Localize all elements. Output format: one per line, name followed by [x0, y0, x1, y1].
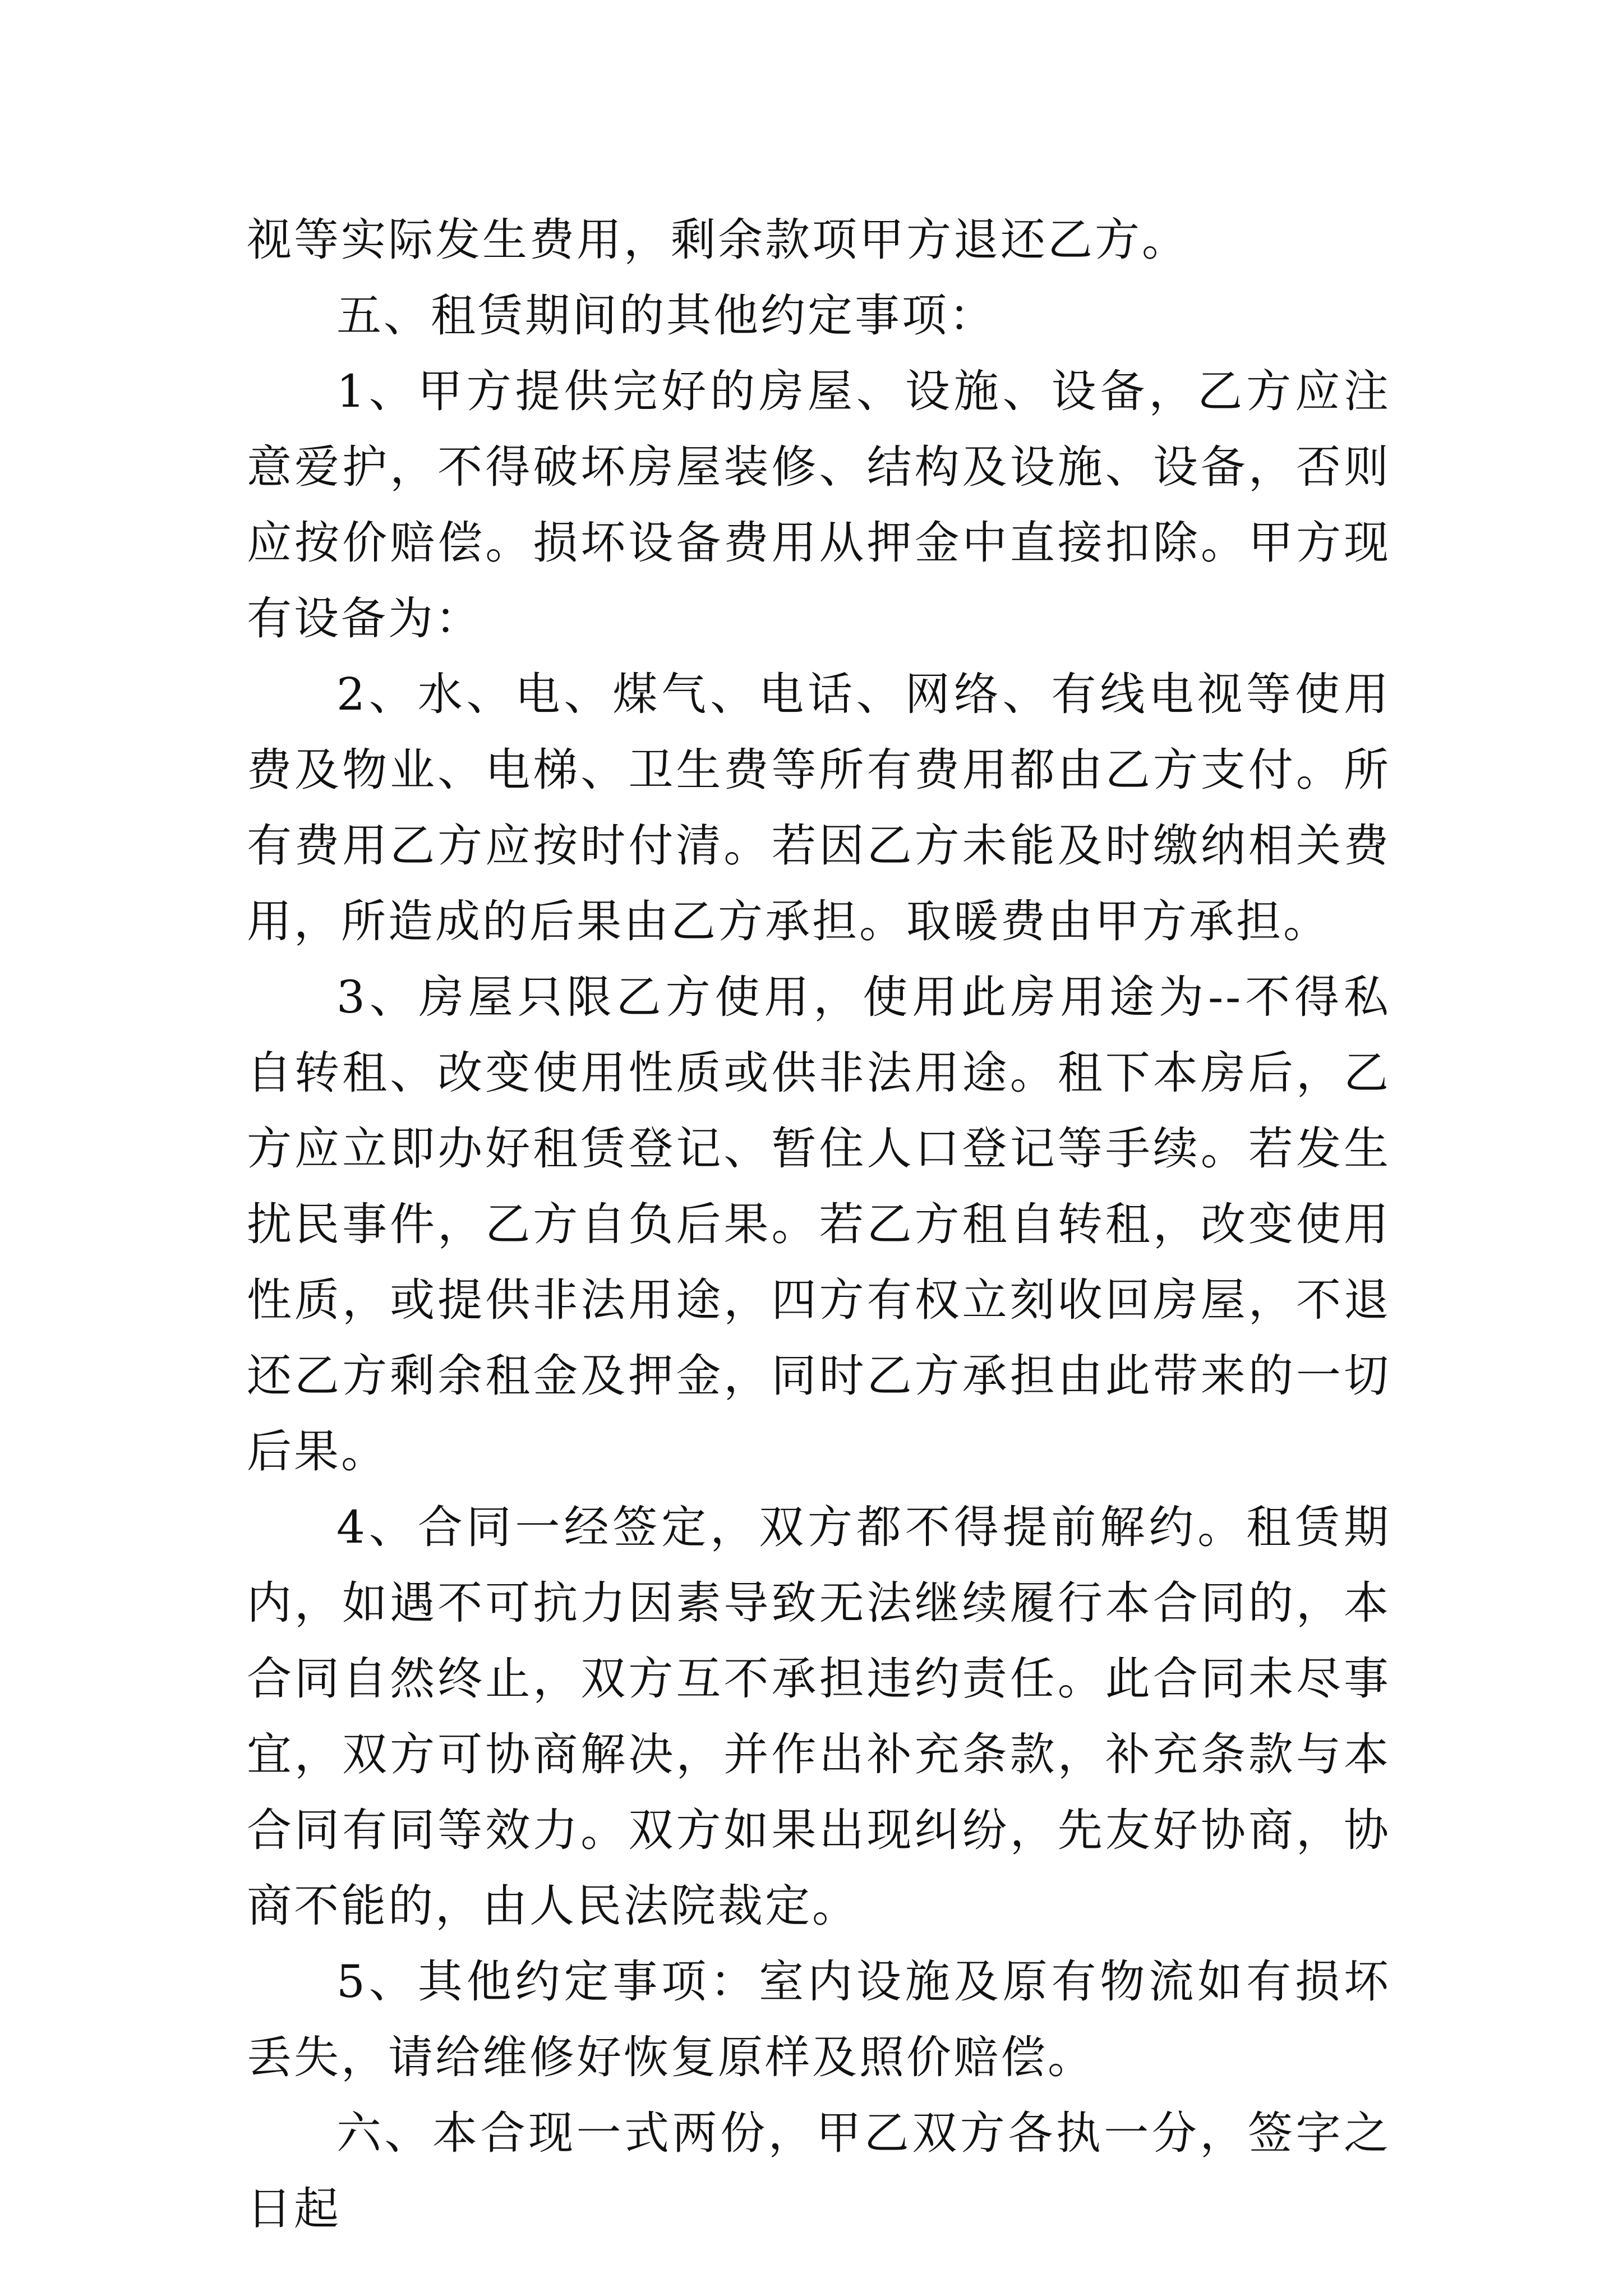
clause-2: 2、水、电、煤气、电话、网络、有线电视等使用费及物业、电梯、卫生费等所有费用都由乙方支付。所有费用乙方应按时付清。若因乙方未能及时缴纳相关费用，所造成的后果由乙方承担。取暖费由甲方承担。 — [247, 668, 1391, 947]
section-heading-5: 五、租赁期间的其他约定事项： — [336, 289, 996, 342]
paragraph-continuation: 视等实际发生费用，剩余款项甲方退还乙方。 — [247, 214, 1189, 266]
clause-1: 1、甲方提供完好的房屋、设施、设备，乙方应注意爱护，不得破坏房屋装修、结构及设施、设备，否则应按价赔偿。损坏设备费用从押金中直接扣除。甲方现有设备为： — [247, 365, 1391, 645]
section-heading-6: 六、本合现一式两份，甲乙双方各执一分，签字之日起 — [247, 2107, 1391, 2235]
document-body — [247, 202, 1391, 2247]
clause-5: 5、其他约定事项：室内设施及原有物流如有损坏丢失，请给维修好恢复原样及照价赔偿。 — [247, 1955, 1391, 2083]
clause-4: 4、合同一经签定，双方都不得提前解约。租赁期内，如遇不可抗力因素导致无法继续履行本合同的，本合同自然终止，双方互不承担违约责任。此合同未尽事宜，双方可协商解决，并作出补充条款，补充条款与本合同有同等效力。双方如果出现纠纷，先友好协商，协商不能的，由人民法院裁定。 — [247, 1501, 1391, 1932]
clause-3: 3、房屋只限乙方使用，使用此房用途为--不得私自转租、改变使用性质或供非法用途。租下本房后，乙方应立即办好租赁登记、暂住人口登记等手续。若发生扰民事件，乙方自负后果。若乙方租自转租，改变使用性质，或提供非法用途，四方有权立刻收回房屋，不退还乙方剩余租金及押金，同时乙方承担由此带来的一切后果。 — [247, 971, 1391, 1478]
